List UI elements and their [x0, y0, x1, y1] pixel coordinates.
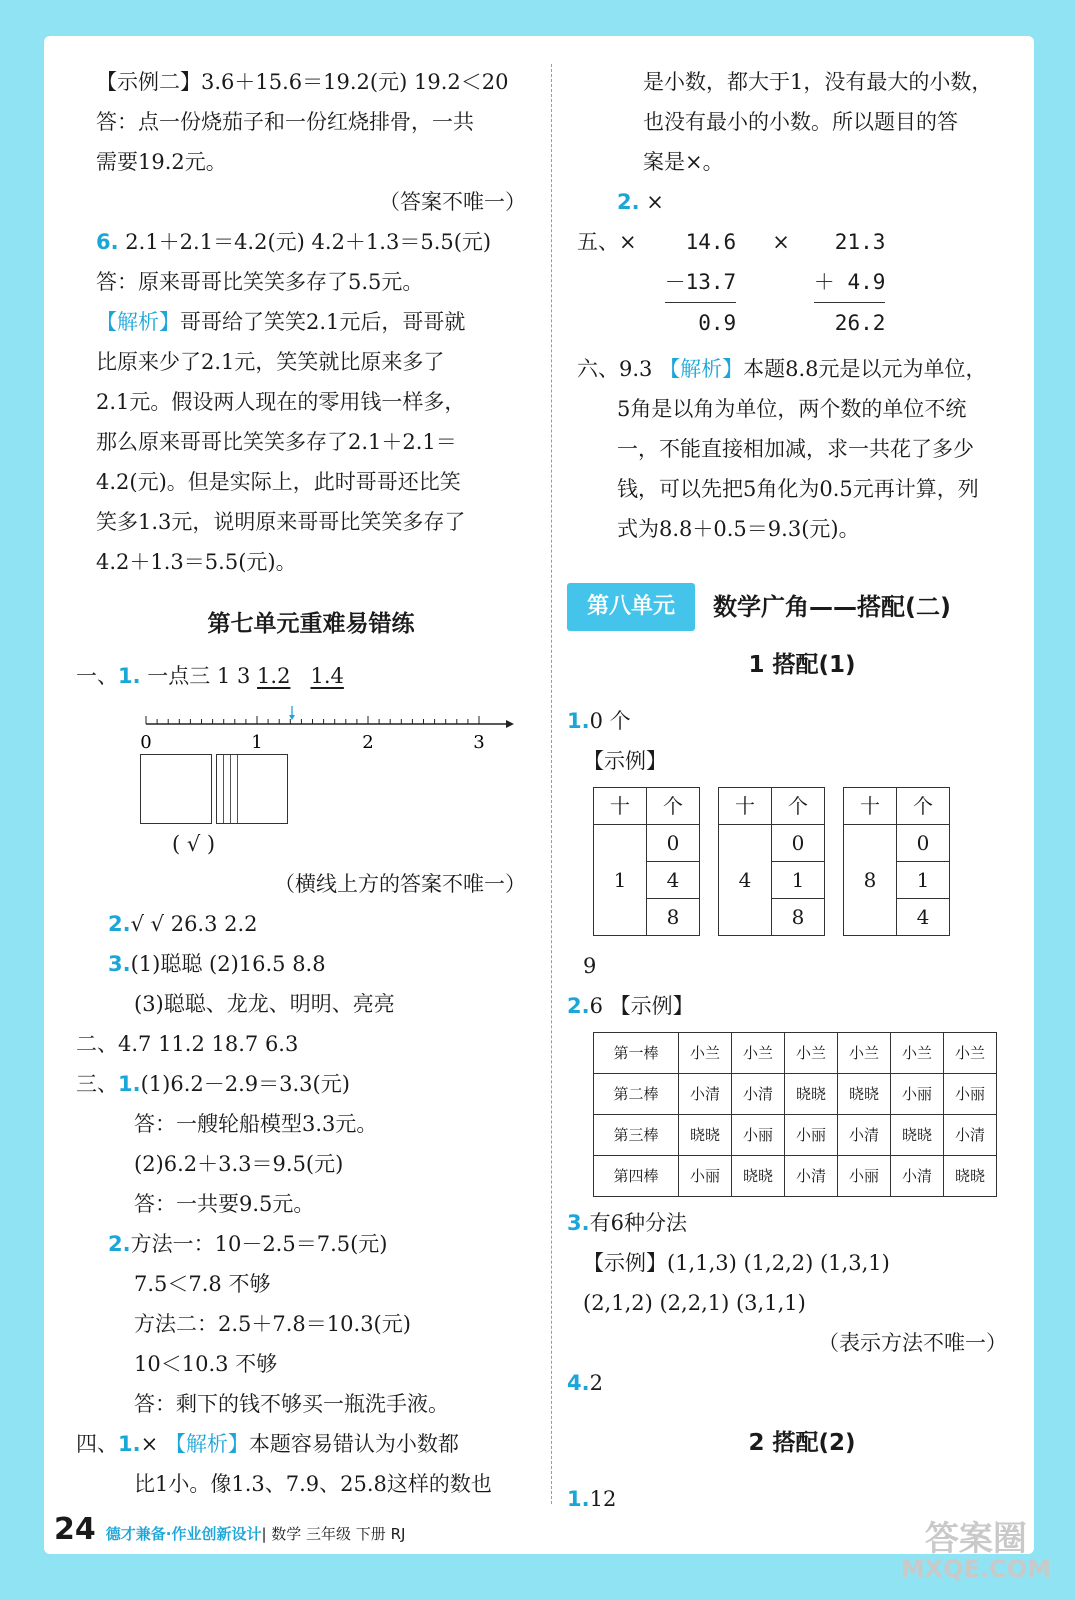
answer-line: 答：一共要9.5元。	[134, 1192, 315, 1216]
analysis-tag: 【解析】	[164, 1432, 249, 1456]
ones-digit: 0	[772, 825, 825, 862]
analysis-line: 是小数，都大于1，没有最大的小数，	[643, 70, 993, 94]
example-two-line: 【示例二】3.6＋15.6＝19.2(元) 19.2＜20	[96, 70, 509, 94]
table-cell: 小丽	[891, 1074, 944, 1115]
table-cell: 晓晓	[838, 1074, 891, 1115]
part-5-label: 五、×	[577, 230, 637, 254]
table-cell: 小清	[679, 1074, 732, 1115]
part-label: 三、	[76, 1072, 118, 1096]
table-cell: 小清	[732, 1074, 785, 1115]
lesson-1-q2	[567, 986, 1027, 1026]
question-number: 1.	[118, 664, 141, 688]
ones-digit: 8	[772, 899, 825, 936]
column-divider	[551, 64, 552, 1504]
question-number: 2.	[567, 994, 590, 1018]
tens-ones-tables	[593, 787, 1027, 936]
question-text: 6 【示例】	[589, 994, 694, 1018]
analysis-line: 比1小。像1.3、7.9、25.8这样的数也	[134, 1472, 492, 1496]
question-number: 2.	[617, 190, 640, 214]
question-text: ×	[646, 190, 664, 214]
question-number: 1.	[567, 709, 590, 733]
analysis-line: 那么原来哥哥比笑笑多存了2.1＋2.1＝	[96, 430, 457, 454]
part-label: 一、	[76, 664, 118, 688]
tens-digit: 8	[844, 825, 897, 936]
tens-digit: 1	[594, 825, 647, 936]
question-text: 一点三 1 3	[147, 664, 258, 688]
table-row	[594, 1156, 997, 1197]
relay-table	[593, 1032, 997, 1197]
answer-line: 答：点一份烧茄子和一份红烧排骨，一共	[96, 110, 474, 134]
watermark-text: 答案圈	[924, 1519, 1027, 1559]
table-cell: 第四棒	[594, 1156, 679, 1197]
underlined-answer: 1.4	[310, 664, 344, 688]
analysis-line: 一，不能直接相加减，求一共花了多少	[617, 437, 974, 461]
question-text: ×	[140, 1432, 165, 1456]
analysis-text: 本题容易错认为小数都	[248, 1432, 459, 1456]
table-cell: 小兰	[732, 1033, 785, 1074]
tick-label: 1	[251, 732, 263, 753]
table-cell: 小清	[944, 1115, 997, 1156]
book-meta: | 数学 三年级 下册 RJ	[261, 1525, 406, 1543]
ones-digit: 1	[772, 862, 825, 899]
ones-digit: 8	[647, 899, 700, 936]
question-number: 1.	[567, 1487, 590, 1511]
calc-result: 26.2	[814, 302, 886, 343]
lesson-1-q3	[567, 1203, 1027, 1243]
analysis-tag: 【解析】	[659, 357, 744, 381]
tens-ones-table	[718, 787, 825, 936]
question-text: 0 个	[589, 709, 631, 733]
lesson-1-q1	[567, 701, 1027, 741]
question-text: √ √ 26.3 2.2	[130, 912, 258, 936]
header-ones: 个	[772, 788, 825, 825]
ones-digit: 4	[647, 862, 700, 899]
part-3-q1	[76, 1064, 526, 1104]
example-line: (2,1,2) (2,2,1) (3,1,1)	[583, 1291, 806, 1315]
table-cell: 第二棒	[594, 1074, 679, 1115]
table-cell: 小兰	[679, 1033, 732, 1074]
table-cell: 晓晓	[679, 1115, 732, 1156]
right-column	[567, 62, 1027, 1519]
page-footer	[54, 1512, 405, 1547]
question-text: (1)聪聪 (2)16.5 8.8	[130, 952, 326, 976]
vertical-calc-1	[665, 222, 737, 343]
tick-label: 3	[473, 732, 485, 753]
header-ones: 个	[897, 788, 950, 825]
calc-operand: 14.6	[685, 230, 737, 254]
question-text: (1)6.2－2.9＝3.3(元)	[140, 1072, 350, 1096]
lesson-title-1: 1 搭配(1)	[748, 652, 856, 678]
table-cell: 小兰	[785, 1033, 838, 1074]
answer-line: 答：剩下的钱不够买一瓶洗手液。	[134, 1392, 449, 1416]
calc-line: 7.5＜7.8 不够	[134, 1272, 271, 1296]
underlined-answer: 1.2	[257, 664, 291, 688]
part-5-mark: ×	[772, 230, 790, 254]
ones-digit: 0	[897, 825, 950, 862]
table-cell: 第一棒	[594, 1033, 679, 1074]
tick-label: 2	[362, 732, 374, 753]
lesson-title-2: 2 搭配(2)	[748, 1430, 856, 1456]
table-cell: 小丽	[838, 1156, 891, 1197]
calc-line: 10＜10.3 不够	[134, 1352, 278, 1376]
lesson-1-q4	[567, 1363, 1027, 1403]
header-ones: 个	[647, 788, 700, 825]
calc-result: 0.9	[665, 302, 737, 343]
question-text: 2.1＋2.1＝4.2(元) 4.2＋1.3＝5.5(元)	[125, 230, 492, 254]
table-row	[594, 1074, 997, 1115]
analysis-line: 比原来少了2.1元，笑笑就比原来多了	[96, 350, 445, 374]
analysis-line	[96, 302, 526, 342]
section-title-unit7: 第七单元重难易错练	[207, 611, 415, 637]
table-cell: 小兰	[944, 1033, 997, 1074]
book-brand: 德才兼备·作业创新设计	[105, 1525, 262, 1543]
analysis-line: 2.1元。假设两人现在的零用钱一样多，	[96, 390, 466, 414]
example-line: 【示例】(1,1,3) (1,2,2) (1,3,1)	[583, 1251, 890, 1275]
example-label: 【示例】	[583, 749, 667, 773]
part-3-q2	[96, 1224, 526, 1264]
part-1-q3-cont: (3)聪聪、龙龙、明明、亮亮	[134, 992, 395, 1016]
part-5	[577, 222, 1027, 343]
tick-label: 0	[140, 732, 152, 753]
question-number: 1.	[118, 1432, 141, 1456]
question-number: 3.	[567, 1211, 590, 1235]
question-6	[96, 222, 526, 262]
question-text: 2	[589, 1371, 603, 1395]
question-number: 4.	[567, 1371, 590, 1395]
header-tens: 十	[719, 788, 772, 825]
part-6-answer: 六、9.3	[577, 357, 660, 381]
table-cell: 小丽	[785, 1115, 838, 1156]
answer-line: 答：一艘轮船模型3.3元。	[134, 1112, 378, 1136]
calc-operand: ＋ 4.9	[813, 270, 886, 294]
check-answer: ( √ )	[172, 832, 216, 856]
number-line	[96, 704, 526, 754]
table-cell: 小清	[838, 1115, 891, 1156]
table-cell: 晓晓	[732, 1156, 785, 1197]
question-text: 12	[589, 1487, 617, 1511]
part-4-q1	[76, 1424, 526, 1464]
analysis-text: 本题8.8元是以元为单位，	[743, 357, 987, 381]
analysis-line: 4.2(元)。但是实际上，此时哥哥还比笑	[96, 470, 461, 494]
answer-line: 答：原来哥哥比笑笑多存了5.5元。	[96, 270, 424, 294]
analysis-line: 也没有最小的小数。所以题目的答	[643, 110, 958, 134]
analysis-line: 式为8.8＋0.5＝9.3(元)。	[617, 517, 860, 541]
tens-digit: 4	[719, 825, 772, 936]
note: （横线上方的答案不唯一）	[274, 872, 526, 896]
unit-8-banner	[567, 583, 1027, 631]
table-cell: 小清	[785, 1156, 838, 1197]
header-tens: 十	[594, 788, 647, 825]
part-4-q2	[577, 182, 1027, 222]
table-cell: 晓晓	[785, 1074, 838, 1115]
watermark-logo	[900, 1519, 1051, 1584]
question-number: 2.	[108, 912, 131, 936]
table-cell: 小清	[891, 1156, 944, 1197]
tenths-square	[216, 754, 288, 824]
question-number: 2.	[108, 1232, 131, 1256]
analysis-line: 5角是以角为单位，两个数的单位不统	[617, 397, 967, 421]
lesson-2-q1	[567, 1479, 1027, 1519]
left-column	[76, 62, 526, 1504]
part-1-q2	[96, 904, 526, 944]
answer-line: 9	[583, 954, 597, 978]
part-2: 二、4.7 11.2 18.7 6.3	[76, 1032, 299, 1056]
table-cell: 第三棒	[594, 1115, 679, 1156]
table-cell: 晓晓	[944, 1156, 997, 1197]
vertical-calc-2	[814, 222, 886, 343]
number-line-svg	[140, 704, 526, 754]
table-cell: 晓晓	[891, 1115, 944, 1156]
tens-ones-table	[593, 787, 700, 936]
ones-digit: 0	[647, 825, 700, 862]
question-number: 6.	[96, 230, 119, 254]
note: （表示方法不唯一）	[818, 1331, 1007, 1355]
question-text: 方法一：10－2.5＝7.5(元)	[130, 1232, 388, 1256]
tens-ones-table	[843, 787, 950, 936]
page-number: 24	[54, 1512, 96, 1547]
unit-badge: 第八单元	[567, 583, 695, 631]
table-row	[594, 1115, 997, 1156]
analysis-line: 4.2＋1.3＝5.5(元)。	[96, 550, 297, 574]
analysis-line: 笑多1.3元，说明原来哥哥比笑笑多存了	[96, 510, 466, 534]
calc-line: (2)6.2＋3.3＝9.5(元)	[134, 1152, 344, 1176]
analysis-line: 案是×。	[643, 150, 724, 174]
ones-digit: 1	[897, 862, 950, 899]
table-cell: 小丽	[732, 1115, 785, 1156]
note: （答案不唯一）	[379, 190, 526, 214]
part-label: 四、	[76, 1432, 118, 1456]
table-cell: 小兰	[838, 1033, 891, 1074]
part-1-q3	[96, 944, 526, 984]
table-cell: 小丽	[679, 1156, 732, 1197]
analysis-line: 钱，可以先把5角化为0.5元再计算，列	[617, 477, 979, 501]
question-number: 1.	[118, 1072, 141, 1096]
calc-line: 方法二：2.5＋7.8＝10.3(元)	[134, 1312, 411, 1336]
analysis-tag: 【解析】	[96, 310, 180, 334]
table-row	[594, 1033, 997, 1074]
watermark-url: MXQE.COM	[900, 1555, 1051, 1583]
analysis-text: 哥哥给了笑笑2.1元后，哥哥就	[180, 310, 466, 334]
square-figures	[140, 754, 526, 824]
part-1-q1	[76, 656, 526, 696]
answer-line: 需要19.2元。	[96, 150, 227, 174]
table-cell: 小兰	[891, 1033, 944, 1074]
full-square	[140, 754, 212, 824]
calc-operand: 21.3	[834, 230, 886, 254]
ones-digit: 4	[897, 899, 950, 936]
question-text: 有6种分法	[589, 1211, 687, 1235]
table-cell: 小丽	[944, 1074, 997, 1115]
calc-operand: －13.7	[664, 270, 737, 294]
unit-title: 数学广角——搭配(二)	[713, 593, 951, 621]
header-tens: 十	[844, 788, 897, 825]
part-6	[577, 349, 1027, 389]
question-number: 3.	[108, 952, 131, 976]
